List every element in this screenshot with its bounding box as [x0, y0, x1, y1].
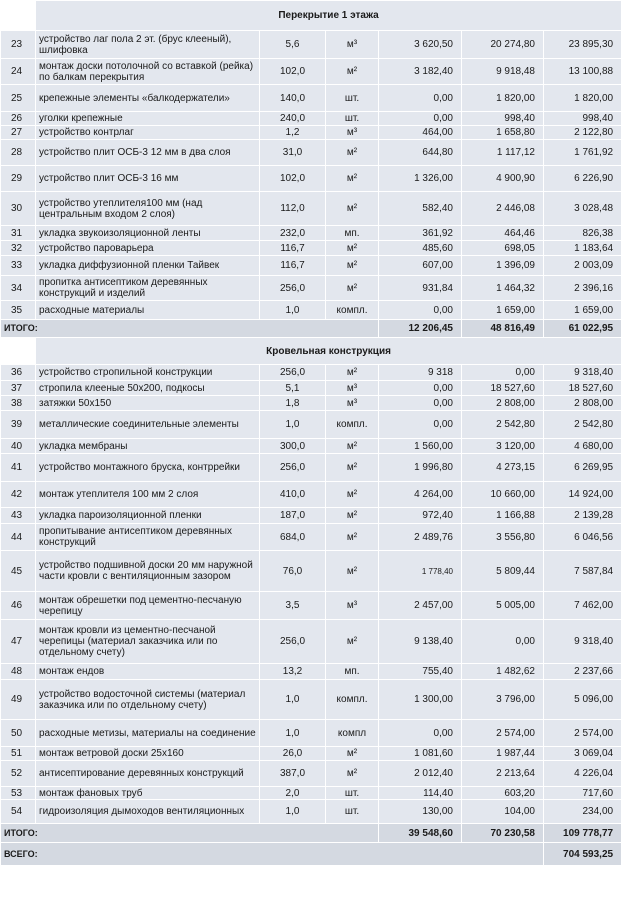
row-amount-works: 485,60	[379, 241, 462, 256]
row-amount-total: 6 226,90	[544, 166, 621, 192]
row-quantity: 1,0	[260, 411, 326, 439]
table-row	[1, 411, 621, 439]
row-amount-materials: 3 796,00	[462, 680, 544, 720]
row-unit: шт.	[326, 85, 379, 112]
row-name: монтаж кровли из цементно-песчаной черепицы (материал заказчика или по отдельному счету)	[36, 620, 260, 664]
row-amount-total: 998,40	[544, 112, 621, 126]
row-number: 45	[1, 551, 36, 592]
row-name: монтаж фановых труб	[36, 787, 260, 800]
row-number: 27	[1, 126, 36, 140]
row-name: устройство лаг пола 2 эт. (брус клееный), шлифовка	[36, 31, 260, 59]
row-name: устройство водосточной системы (материал заказчика или по отдельному счету)	[36, 680, 260, 720]
row-amount-materials: 698,05	[462, 241, 544, 256]
row-name: металлические соединительные элементы	[36, 411, 260, 439]
row-amount-works: 0,00	[379, 396, 462, 411]
row-quantity: 1,8	[260, 396, 326, 411]
row-quantity: 187,0	[260, 508, 326, 524]
row-amount-total: 9 318,40	[544, 365, 621, 381]
row-quantity: 13,2	[260, 664, 326, 680]
row-amount-materials: 0,00	[462, 620, 544, 664]
row-amount-works: 3 182,40	[379, 59, 462, 85]
row-amount-total: 2 808,00	[544, 396, 621, 411]
row-number: 26	[1, 112, 36, 126]
row-quantity: 256,0	[260, 454, 326, 482]
row-name: уголки крепежные	[36, 112, 260, 126]
row-unit: м³	[326, 126, 379, 140]
row-unit: м³	[326, 381, 379, 396]
grand-total-value: 704 593,25	[544, 843, 621, 866]
row-amount-materials: 1 820,00	[462, 85, 544, 112]
row-amount-total: 2 396,16	[544, 276, 621, 301]
row-name: расходные материалы	[36, 301, 260, 320]
row-number: 25	[1, 85, 36, 112]
row-amount-total: 4 226,04	[544, 761, 621, 787]
row-amount-total: 3 069,04	[544, 747, 621, 761]
table-row	[1, 761, 621, 787]
row-name: монтаж ветровой доски 25х160	[36, 747, 260, 761]
total-works: 12 206,45	[379, 320, 462, 338]
row-name: устройство контрлаг	[36, 126, 260, 140]
row-amount-works: 1 081,60	[379, 747, 462, 761]
table-row	[1, 620, 621, 664]
row-amount-total: 2 574,00	[544, 720, 621, 747]
table-row	[1, 226, 621, 241]
row-name: крепежные элементы «балкодержатели»	[36, 85, 260, 112]
row-amount-works: 130,00	[379, 800, 462, 824]
row-unit: компл.	[326, 411, 379, 439]
row-quantity: 1,0	[260, 301, 326, 320]
row-quantity: 240,0	[260, 112, 326, 126]
row-number: 48	[1, 664, 36, 680]
row-name: укладка диффузионной пленки Тайвек	[36, 256, 260, 276]
row-quantity: 387,0	[260, 761, 326, 787]
row-number: 54	[1, 800, 36, 824]
total-label: ИТОГО:	[1, 320, 379, 338]
section-total-row	[1, 320, 621, 338]
row-amount-total: 1 820,00	[544, 85, 621, 112]
table-row	[1, 140, 621, 166]
row-amount-total: 14 924,00	[544, 482, 621, 508]
row-amount-materials: 5 809,44	[462, 551, 544, 592]
row-amount-works: 972,40	[379, 508, 462, 524]
row-quantity: 410,0	[260, 482, 326, 508]
row-unit: м²	[326, 256, 379, 276]
row-name: пропитка антисептиком деревянных конструкций и изделий	[36, 276, 260, 301]
row-amount-materials: 2 542,80	[462, 411, 544, 439]
row-amount-works: 2 489,76	[379, 524, 462, 551]
row-name: устройство плит ОСБ-3 16 мм	[36, 166, 260, 192]
row-amount-materials: 4 900,90	[462, 166, 544, 192]
row-quantity: 232,0	[260, 226, 326, 241]
table-row	[1, 301, 621, 320]
section-gap	[1, 338, 36, 365]
row-amount-total: 18 527,60	[544, 381, 621, 396]
row-number: 44	[1, 524, 36, 551]
row-amount-works: 582,40	[379, 192, 462, 226]
row-number: 36	[1, 365, 36, 381]
section-title: Кровельная конструкция	[36, 338, 621, 365]
table-row	[1, 720, 621, 747]
table-row	[1, 592, 621, 620]
table-row	[1, 396, 621, 411]
row-number: 24	[1, 59, 36, 85]
row-amount-total: 2 122,80	[544, 126, 621, 140]
row-quantity: 1,2	[260, 126, 326, 140]
row-amount-materials: 18 527,60	[462, 381, 544, 396]
row-number: 37	[1, 381, 36, 396]
row-amount-materials: 104,00	[462, 800, 544, 824]
table-row	[1, 747, 621, 761]
row-amount-total: 717,60	[544, 787, 621, 800]
row-amount-total: 23 895,30	[544, 31, 621, 59]
row-amount-total: 1 183,64	[544, 241, 621, 256]
row-name: монтаж ендов	[36, 664, 260, 680]
row-name: антисептирование деревянных конструкций	[36, 761, 260, 787]
row-amount-works: 755,40	[379, 664, 462, 680]
row-amount-materials: 1 987,44	[462, 747, 544, 761]
row-name: укладка пароизоляционной пленки	[36, 508, 260, 524]
row-unit: м²	[326, 276, 379, 301]
row-unit: шт.	[326, 787, 379, 800]
row-number: 23	[1, 31, 36, 59]
row-unit: м²	[326, 482, 379, 508]
row-amount-works: 361,92	[379, 226, 462, 241]
grand-total-label: ВСЕГО:	[1, 843, 544, 866]
row-quantity: 102,0	[260, 166, 326, 192]
row-name: устройство пароварьера	[36, 241, 260, 256]
row-name: стропила клееные 50х200, подкосы	[36, 381, 260, 396]
row-amount-materials: 464,46	[462, 226, 544, 241]
row-amount-total: 2 139,28	[544, 508, 621, 524]
row-number: 32	[1, 241, 36, 256]
row-quantity: 1,0	[260, 720, 326, 747]
table-row	[1, 454, 621, 482]
row-number: 50	[1, 720, 36, 747]
table-row	[1, 241, 621, 256]
row-amount-materials: 1 482,62	[462, 664, 544, 680]
row-amount-materials: 4 273,15	[462, 454, 544, 482]
row-quantity: 112,0	[260, 192, 326, 226]
row-number: 53	[1, 787, 36, 800]
row-amount-materials: 603,20	[462, 787, 544, 800]
row-amount-works: 644,80	[379, 140, 462, 166]
row-amount-works: 464,00	[379, 126, 462, 140]
row-amount-total: 1 761,92	[544, 140, 621, 166]
row-unit: м²	[326, 454, 379, 482]
row-amount-works: 1 778,40	[379, 551, 462, 592]
row-unit: м²	[326, 620, 379, 664]
row-quantity: 5,1	[260, 381, 326, 396]
row-unit: м²	[326, 166, 379, 192]
row-number: 35	[1, 301, 36, 320]
row-quantity: 116,7	[260, 241, 326, 256]
row-name: затяжки 50х150	[36, 396, 260, 411]
row-unit: мп.	[326, 226, 379, 241]
row-amount-materials: 998,40	[462, 112, 544, 126]
row-number: 28	[1, 140, 36, 166]
row-unit: м³	[326, 31, 379, 59]
table-row	[1, 365, 621, 381]
row-amount-total: 6 046,56	[544, 524, 621, 551]
row-amount-materials: 1 658,80	[462, 126, 544, 140]
row-amount-total: 2 542,80	[544, 411, 621, 439]
row-number: 49	[1, 680, 36, 720]
table-row	[1, 126, 621, 140]
table-row	[1, 524, 621, 551]
row-name: устройство плит ОСБ-3 12 мм в два слоя	[36, 140, 260, 166]
row-unit: компл	[326, 720, 379, 747]
row-amount-total: 1 659,00	[544, 301, 621, 320]
row-unit: шт.	[326, 800, 379, 824]
row-amount-works: 0,00	[379, 112, 462, 126]
row-amount-works: 0,00	[379, 411, 462, 439]
row-amount-works: 607,00	[379, 256, 462, 276]
table-row	[1, 800, 621, 824]
row-name: устройство стропильной конструкции	[36, 365, 260, 381]
row-name: монтаж обрешетки под цементно-песчаную черепицу	[36, 592, 260, 620]
row-amount-materials: 3 556,80	[462, 524, 544, 551]
table-row	[1, 112, 621, 126]
table-row	[1, 276, 621, 301]
row-amount-materials: 2 808,00	[462, 396, 544, 411]
table-row	[1, 166, 621, 192]
row-amount-works: 3 620,50	[379, 31, 462, 59]
row-quantity: 102,0	[260, 59, 326, 85]
row-quantity: 684,0	[260, 524, 326, 551]
row-amount-materials: 1 396,09	[462, 256, 544, 276]
row-quantity: 300,0	[260, 439, 326, 454]
row-name: устройство утеплителя100 мм (над центральным входом 2 слоя)	[36, 192, 260, 226]
row-amount-total: 9 318,40	[544, 620, 621, 664]
row-amount-works: 1 326,00	[379, 166, 462, 192]
row-number: 29	[1, 166, 36, 192]
row-amount-materials: 3 120,00	[462, 439, 544, 454]
table-row	[1, 439, 621, 454]
table-row	[1, 256, 621, 276]
row-amount-total: 7 462,00	[544, 592, 621, 620]
row-quantity: 2,0	[260, 787, 326, 800]
row-name: устройство подшивной доски 20 мм наружной части кровли с вентиляционным зазором	[36, 551, 260, 592]
row-amount-total: 3 028,48	[544, 192, 621, 226]
row-amount-total: 5 096,00	[544, 680, 621, 720]
row-amount-works: 2 457,00	[379, 592, 462, 620]
row-number: 43	[1, 508, 36, 524]
row-amount-total: 234,00	[544, 800, 621, 824]
row-unit: м²	[326, 365, 379, 381]
row-amount-materials: 1 464,32	[462, 276, 544, 301]
row-amount-materials: 0,00	[462, 365, 544, 381]
grand-total-row	[1, 843, 621, 866]
row-unit: м²	[326, 524, 379, 551]
row-unit: мп.	[326, 664, 379, 680]
row-number: 40	[1, 439, 36, 454]
row-quantity: 31,0	[260, 140, 326, 166]
table-row	[1, 664, 621, 680]
row-quantity: 140,0	[260, 85, 326, 112]
row-amount-works: 2 012,40	[379, 761, 462, 787]
table-row	[1, 551, 621, 592]
table-row	[1, 508, 621, 524]
row-quantity: 76,0	[260, 551, 326, 592]
table-row	[1, 482, 621, 508]
row-name: расходные метизы, материалы на соединение	[36, 720, 260, 747]
row-unit: м²	[326, 439, 379, 454]
row-amount-total: 2 237,66	[544, 664, 621, 680]
row-amount-works: 4 264,00	[379, 482, 462, 508]
row-number: 51	[1, 747, 36, 761]
section-gap	[1, 1, 36, 31]
row-unit: м²	[326, 761, 379, 787]
total-materials: 70 230,58	[462, 824, 544, 843]
row-amount-works: 1 560,00	[379, 439, 462, 454]
row-amount-materials: 1 659,00	[462, 301, 544, 320]
row-unit: компл.	[326, 301, 379, 320]
row-amount-works: 1 996,80	[379, 454, 462, 482]
table-row	[1, 85, 621, 112]
row-quantity: 256,0	[260, 365, 326, 381]
row-name: монтаж утеплителя 100 мм 2 слоя	[36, 482, 260, 508]
row-number: 46	[1, 592, 36, 620]
row-unit: м³	[326, 592, 379, 620]
row-number: 42	[1, 482, 36, 508]
row-name: укладка звукоизоляционной ленты	[36, 226, 260, 241]
row-quantity: 256,0	[260, 276, 326, 301]
row-quantity: 256,0	[260, 620, 326, 664]
total-works: 39 548,60	[379, 824, 462, 843]
row-number: 41	[1, 454, 36, 482]
row-quantity: 26,0	[260, 747, 326, 761]
row-amount-total: 13 100,88	[544, 59, 621, 85]
section-total-row	[1, 824, 621, 843]
row-amount-total: 2 003,09	[544, 256, 621, 276]
row-number: 39	[1, 411, 36, 439]
row-unit: м²	[326, 747, 379, 761]
row-quantity: 1,0	[260, 800, 326, 824]
table-row	[1, 192, 621, 226]
section-header	[1, 1, 621, 31]
row-unit: м²	[326, 140, 379, 166]
row-name: монтаж доски потолочной со вставкой (рейка) по балкам перекрытия	[36, 59, 260, 85]
row-amount-works: 931,84	[379, 276, 462, 301]
row-number: 47	[1, 620, 36, 664]
row-amount-works: 114,40	[379, 787, 462, 800]
total-materials: 48 816,49	[462, 320, 544, 338]
row-name: устройство монтажного бруска, контррейки	[36, 454, 260, 482]
row-unit: м²	[326, 551, 379, 592]
row-amount-total: 826,38	[544, 226, 621, 241]
row-number: 34	[1, 276, 36, 301]
row-amount-works: 0,00	[379, 85, 462, 112]
row-quantity: 5,6	[260, 31, 326, 59]
section-header	[1, 338, 621, 365]
row-quantity: 3,5	[260, 592, 326, 620]
row-amount-works: 1 300,00	[379, 680, 462, 720]
row-quantity: 1,0	[260, 680, 326, 720]
row-number: 31	[1, 226, 36, 241]
row-amount-total: 4 680,00	[544, 439, 621, 454]
row-amount-materials: 1 166,88	[462, 508, 544, 524]
row-number: 52	[1, 761, 36, 787]
row-amount-materials: 20 274,80	[462, 31, 544, 59]
row-number: 33	[1, 256, 36, 276]
row-amount-materials: 1 117,12	[462, 140, 544, 166]
row-number: 38	[1, 396, 36, 411]
row-name: укладка мембраны	[36, 439, 260, 454]
row-amount-total: 6 269,95	[544, 454, 621, 482]
row-amount-materials: 2 574,00	[462, 720, 544, 747]
row-amount-materials: 2 213,64	[462, 761, 544, 787]
row-unit: м³	[326, 396, 379, 411]
row-amount-works: 0,00	[379, 381, 462, 396]
table-row	[1, 680, 621, 720]
table-row	[1, 787, 621, 800]
row-amount-works: 0,00	[379, 720, 462, 747]
row-amount-materials: 9 918,48	[462, 59, 544, 85]
table-row	[1, 31, 621, 59]
row-name: пропитывание антисептиком деревянных конструкций	[36, 524, 260, 551]
total-label: ИТОГО:	[1, 824, 379, 843]
row-unit: м²	[326, 241, 379, 256]
row-unit: м²	[326, 508, 379, 524]
table-row	[1, 381, 621, 396]
row-amount-total: 7 587,84	[544, 551, 621, 592]
row-amount-materials: 5 005,00	[462, 592, 544, 620]
row-name: гидроизоляция дымоходов вентиляционных	[36, 800, 260, 824]
row-amount-materials: 2 446,08	[462, 192, 544, 226]
row-amount-works: 9 318	[379, 365, 462, 381]
row-amount-works: 0,00	[379, 301, 462, 320]
total-sum: 61 022,95	[544, 320, 621, 338]
row-unit: шт.	[326, 112, 379, 126]
row-quantity: 116,7	[260, 256, 326, 276]
total-sum: 109 778,77	[544, 824, 621, 843]
row-unit: м²	[326, 192, 379, 226]
section-title: Перекрытие 1 этажа	[36, 1, 621, 31]
table-row	[1, 59, 621, 85]
row-unit: м²	[326, 59, 379, 85]
row-number: 30	[1, 192, 36, 226]
row-amount-works: 9 138,40	[379, 620, 462, 664]
row-amount-materials: 10 660,00	[462, 482, 544, 508]
row-unit: компл.	[326, 680, 379, 720]
